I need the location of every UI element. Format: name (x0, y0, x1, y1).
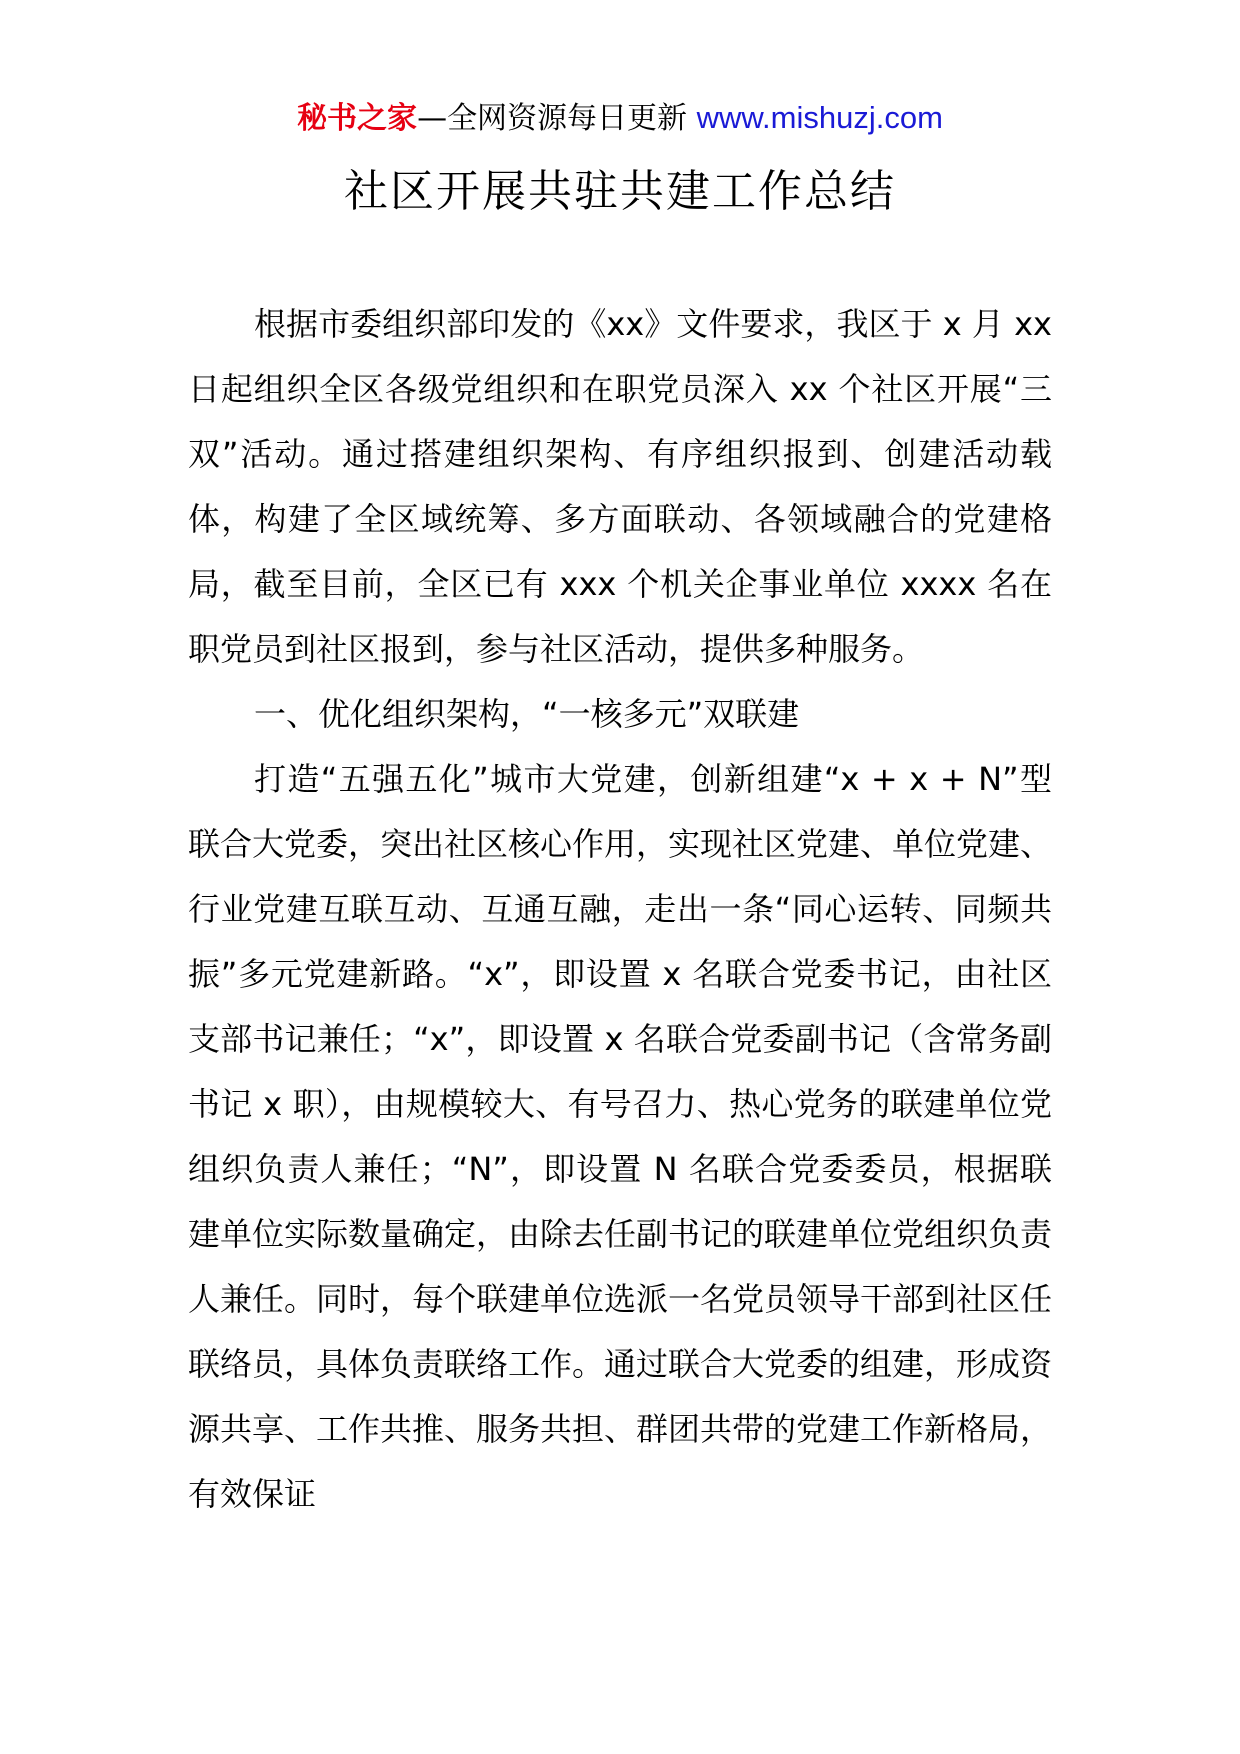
intro-paragraph: 根据市委组织部印发的《xx》文件要求，我区于 x 月 xx 日起组织全区各级党组织和在职党员深入 xx 个社区开展“三双”活动。通过搭建组织架构、有序组织报到、创建活动载体，构建了全区域统筹、多方面联动、各领域融合的党建格局，截至目前，全区已有 xxx 个机关企事业单位 xxxx 名在职党员到社区报到，参与社区活动，提供多种服务。 (188, 305, 1052, 668)
section-heading: 一、优化组织架构，“一核多元”双联建 (254, 695, 800, 733)
document-body (188, 292, 1052, 1527)
section-paragraph: 打造“五强五化”城市大党建，创新组建“x + x + N”型联合大党委，突出社区核心作用，实现社区党建、单位党建、行业党建互联互动、互通互融，走出一条“同心运转、同频共振”多元党建新路。“x”，即设置 x 名联合党委书记，由社区支部书记兼任；“x”，即设置 x 名联合党委副书记（含常务副书记 x 职），由规模较大、有号召力、热心党务的联建单位党组织负责人兼任；“N”，即设置 N 名联合党委委员，根据联建单位实际数量确定，由除去任副书记的联建单位党组织负责人兼任。同时，每个联建单位选派一名党员领导干部到社区任联络员，具体负责联络工作。通过联合大党委的组建，形成资源共享、工作共推、服务共担、群团共带的党建工作新格局，有效保证 (188, 760, 1053, 1513)
header-slogan: —全网资源每日更新 (417, 101, 697, 136)
site-url-link[interactable]: www.mishuzj.com (696, 100, 943, 135)
document-title: 社区开展共驻共建工作总结 (344, 166, 896, 217)
site-header (0, 98, 1240, 139)
brand-name: 秘书之家 (297, 101, 418, 136)
